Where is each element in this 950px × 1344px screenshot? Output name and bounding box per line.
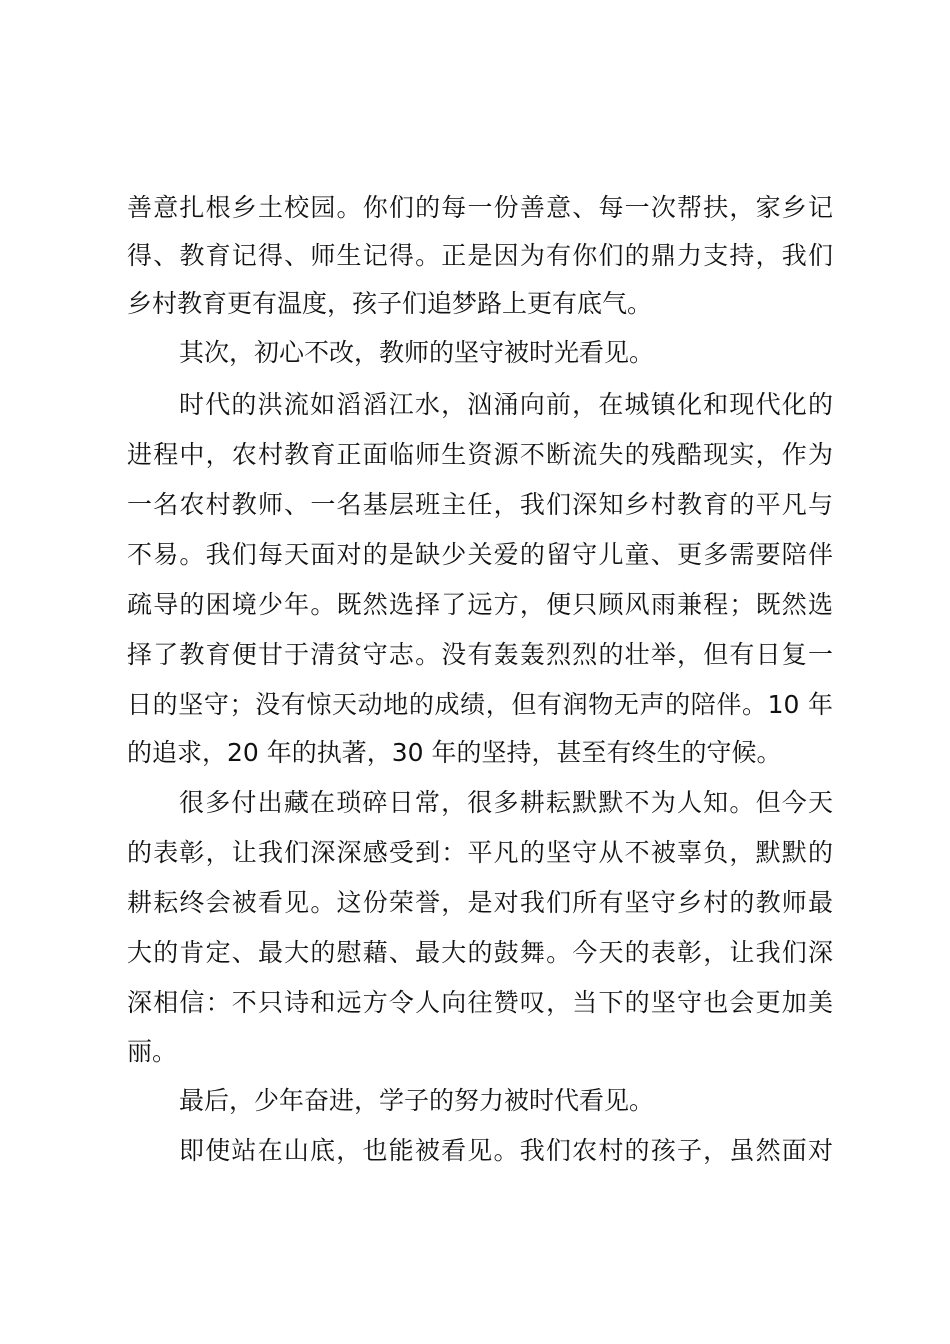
text-line: 择了教育便甘于清贫守志。没有轰轰烈烈的壮举，但有日复一 bbox=[127, 640, 833, 669]
text-line: 的追求，20 年的执著，30 年的坚持，甚至有终生的守候。 bbox=[127, 738, 782, 767]
text-line: 时代的洪流如滔滔江水，汹涌向前，在城镇化和现代化的 bbox=[179, 390, 833, 419]
text-line: 一名农村教师、一名基层班主任，我们深知乡村教育的平凡与 bbox=[127, 490, 833, 519]
text-line: 的表彰，让我们深深感受到：平凡的坚守从不被辜负，默默的 bbox=[127, 838, 833, 867]
text-line: 善意扎根乡土校园。你们的每一份善意、每一次帮扶，家乡记 bbox=[127, 193, 833, 222]
text-line: 不易。我们每天面对的是缺少关爱的留守儿童、更多需要陪伴 bbox=[127, 540, 833, 569]
text-line: 乡村教育更有温度，孩子们追梦路上更有底气。 bbox=[127, 289, 653, 318]
text-line: 即使站在山底，也能被看见。我们农村的孩子，虽然面对 bbox=[179, 1136, 833, 1165]
text-line: 日的坚守；没有惊天动地的成绩，但有润物无声的陪伴。10 年 bbox=[127, 690, 833, 719]
text-line: 很多付出藏在琐碎日常，很多耕耘默默不为人知。但今天 bbox=[179, 788, 833, 817]
text-line: 最后，少年奋进，学子的努力被时代看见。 bbox=[179, 1086, 655, 1115]
text-line: 深相信：不只诗和远方令人向往赞叹，当下的坚守也会更加美 bbox=[127, 988, 833, 1017]
text-line: 疏导的困境少年。既然选择了远方，便只顾风雨兼程；既然选 bbox=[127, 590, 833, 619]
text-line: 大的肯定、最大的慰藉、最大的鼓舞。今天的表彰，让我们深 bbox=[127, 938, 833, 967]
text-line: 得、教育记得、师生记得。正是因为有你们的鼎力支持，我们 bbox=[127, 241, 833, 270]
text-line: 丽。 bbox=[127, 1037, 178, 1066]
text-line: 其次，初心不改，教师的坚守被时光看见。 bbox=[179, 338, 655, 367]
text-line: 耕耘终会被看见。这份荣誉，是对我们所有坚守乡村的教师最 bbox=[127, 888, 833, 917]
text-line: 进程中，农村教育正面临师生资源不断流失的残酷现实，作为 bbox=[127, 440, 833, 469]
